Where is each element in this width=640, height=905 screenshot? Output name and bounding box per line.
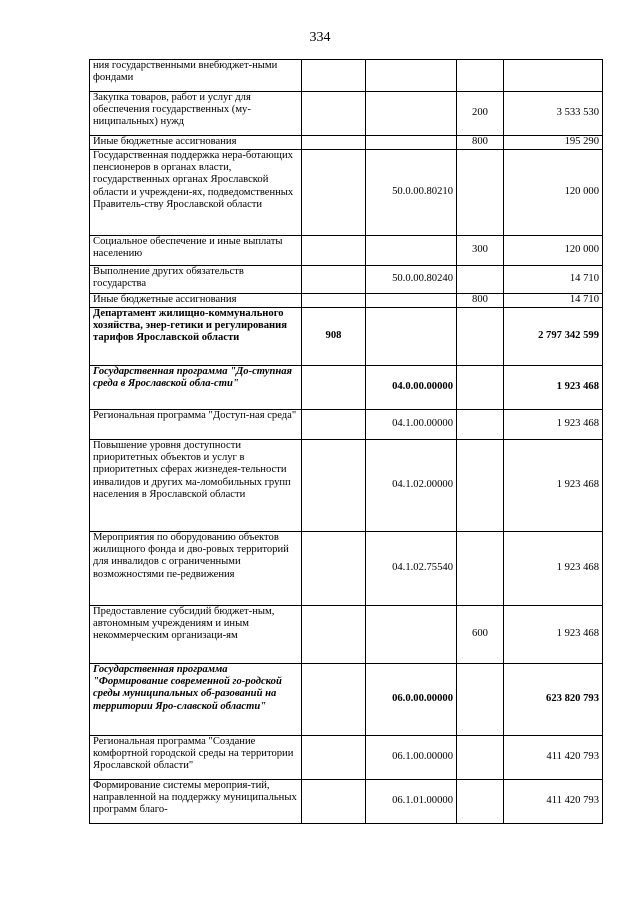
row-name: Региональная программа "Создание комфортной городской среды на территории Ярославской области" — [90, 736, 302, 780]
row-amount: 120 000 — [504, 150, 603, 236]
row-expense-type — [457, 366, 504, 410]
table-row — [90, 532, 603, 606]
row-ministry — [302, 780, 366, 824]
table-row — [90, 440, 603, 532]
row-expense-type: 200 — [457, 92, 504, 136]
table-row — [90, 410, 603, 440]
row-ministry — [302, 150, 366, 236]
row-amount: 14 710 — [504, 266, 603, 294]
row-ministry — [302, 92, 366, 136]
row-target — [366, 60, 457, 92]
table-row — [90, 236, 603, 266]
row-target: 04.1.02.00000 — [366, 440, 457, 532]
row-amount: 1 923 468 — [504, 440, 603, 532]
row-name: Мероприятия по оборудованию объектов жилищного фонда и дво-ровых территорий для инвалидов с ограниченными возможностями пе-редвижения — [90, 532, 302, 606]
row-expense-type — [457, 532, 504, 606]
row-target — [366, 92, 457, 136]
row-amount: 411 420 793 — [504, 736, 603, 780]
row-name: Иные бюджетные ассигнования — [90, 136, 302, 150]
row-expense-type — [457, 664, 504, 736]
row-name: Государственная поддержка нера-ботающих пенсионеров в органах власти, государственных органах Ярославской области и учреждени-ях, подведомственных Правитель-ству Ярославской области — [90, 150, 302, 236]
row-amount: 1 923 468 — [504, 366, 603, 410]
table-row — [90, 664, 603, 736]
row-expense-type — [457, 60, 504, 92]
row-amount — [504, 60, 603, 92]
row-name: Иные бюджетные ассигнования — [90, 294, 302, 308]
row-amount: 3 533 530 — [504, 92, 603, 136]
row-expense-type: 800 — [457, 136, 504, 150]
row-name: Предоставление субсидий бюджет-ным, автономным учреждениям и иным некоммерческим организаци-ям — [90, 606, 302, 664]
row-ministry — [302, 410, 366, 440]
row-name: Повышение уровня доступности приоритетных объектов и услуг в приоритетных сферах жизнедея-тельности инвалидов и других ма-ломобильных групп населения в Ярославской области — [90, 440, 302, 532]
table-row — [90, 308, 603, 366]
table-row — [90, 606, 603, 664]
row-amount: 623 820 793 — [504, 664, 603, 736]
table-row — [90, 92, 603, 136]
row-expense-type — [457, 736, 504, 780]
row-target: 50.0.00.80240 — [366, 266, 457, 294]
table-row — [90, 294, 603, 308]
row-amount: 1 923 468 — [504, 410, 603, 440]
row-expense-type — [457, 440, 504, 532]
row-ministry — [302, 606, 366, 664]
row-ministry: 908 — [302, 308, 366, 366]
row-amount: 14 710 — [504, 294, 603, 308]
row-ministry — [302, 266, 366, 294]
row-name: Департамент жилищно-коммунального хозяйства, энер-гетики и регулирования тарифов Ярославской области — [90, 308, 302, 366]
row-ministry — [302, 294, 366, 308]
row-amount: 195 290 — [504, 136, 603, 150]
row-ministry — [302, 736, 366, 780]
row-amount: 1 923 468 — [504, 606, 603, 664]
table-row — [90, 736, 603, 780]
row-name: Региональная программа "Доступ-ная среда" — [90, 410, 302, 440]
row-expense-type — [457, 150, 504, 236]
row-expense-type: 800 — [457, 294, 504, 308]
row-amount: 120 000 — [504, 236, 603, 266]
row-expense-type — [457, 410, 504, 440]
table-row — [90, 136, 603, 150]
table-row — [90, 366, 603, 410]
row-ministry — [302, 664, 366, 736]
budget-table — [89, 59, 603, 824]
table-row — [90, 780, 603, 824]
row-ministry — [302, 60, 366, 92]
row-ministry — [302, 532, 366, 606]
row-ministry — [302, 440, 366, 532]
row-expense-type — [457, 308, 504, 366]
row-ministry — [302, 366, 366, 410]
row-target — [366, 136, 457, 150]
row-target: 04.1.00.00000 — [366, 410, 457, 440]
row-amount: 2 797 342 599 — [504, 308, 603, 366]
page-number: 334 — [309, 30, 331, 45]
row-ministry — [302, 136, 366, 150]
table-row — [90, 60, 603, 92]
row-expense-type — [457, 266, 504, 294]
row-amount: 411 420 793 — [504, 780, 603, 824]
row-name: Закупка товаров, работ и услуг для обеспечения государственных (му-ниципальных) нужд — [90, 92, 302, 136]
row-name: Государственная программа "Формирование современной го-родской среды муниципальных об-разований на территории Яро-славской области" — [90, 664, 302, 736]
row-expense-type: 600 — [457, 606, 504, 664]
row-target: 06.1.01.00000 — [366, 780, 457, 824]
row-target: 04.1.02.75540 — [366, 532, 457, 606]
row-target — [366, 236, 457, 266]
row-name: Социальное обеспечение и иные выплаты населению — [90, 236, 302, 266]
row-target: 04.0.00.00000 — [366, 366, 457, 410]
row-target — [366, 294, 457, 308]
row-ministry — [302, 236, 366, 266]
row-name: ния государственными внебюджет-ными фондами — [90, 60, 302, 92]
row-name: Государственная программа "До-ступная среда в Ярославской обла-сти" — [90, 366, 302, 410]
row-target: 50.0.00.80210 — [366, 150, 457, 236]
row-expense-type: 300 — [457, 236, 504, 266]
row-expense-type — [457, 780, 504, 824]
row-target — [366, 606, 457, 664]
row-target: 06.1.00.00000 — [366, 736, 457, 780]
table-row — [90, 150, 603, 236]
row-name: Выполнение других обязательств государства — [90, 266, 302, 294]
row-target: 06.0.00.00000 — [366, 664, 457, 736]
table-row — [90, 266, 603, 294]
row-target — [366, 308, 457, 366]
row-name: Формирование системы мероприя-тий, направленной на поддержку муниципальных программ благо- — [90, 780, 302, 824]
row-amount: 1 923 468 — [504, 532, 603, 606]
